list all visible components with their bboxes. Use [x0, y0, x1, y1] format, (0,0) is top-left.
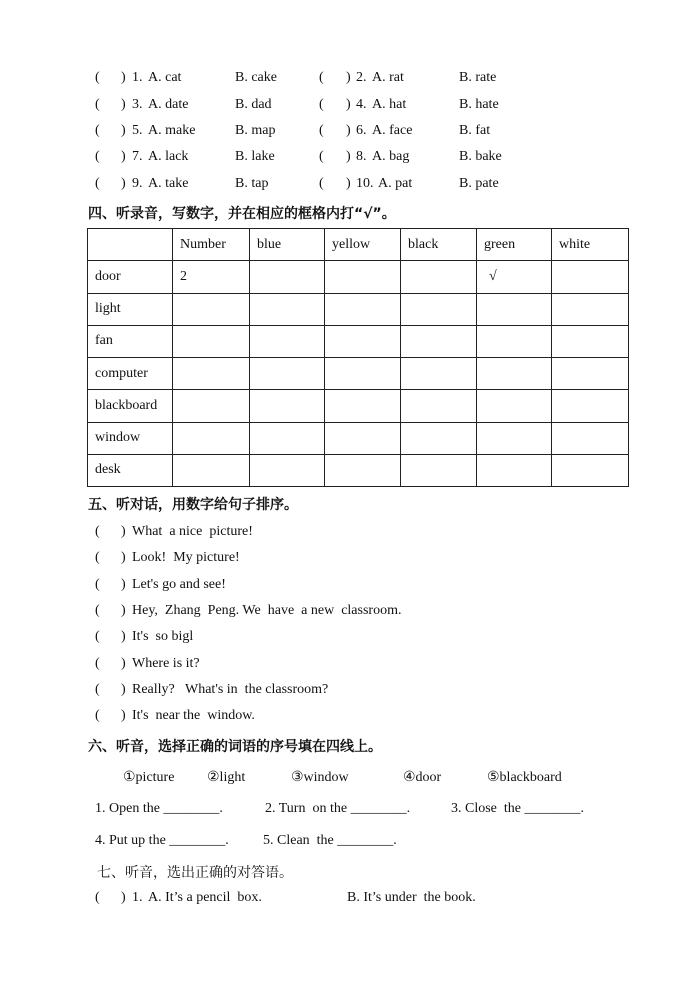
check-cell[interactable] [250, 390, 325, 422]
question-number: 7. [132, 149, 143, 164]
bracket-close: ) [121, 890, 126, 905]
sentence-item: It's so bigl [132, 629, 194, 644]
check-cell[interactable] [325, 325, 401, 357]
check-cell[interactable] [325, 358, 401, 390]
sentence-item: What a nice picture! [132, 524, 253, 539]
bracket-close: ) [121, 708, 126, 723]
number-cell[interactable] [173, 454, 250, 486]
word-option: ③window [291, 770, 349, 785]
check-cell[interactable] [250, 325, 325, 357]
option-a: A. cat [148, 70, 182, 85]
sentence-item: Really? What's in the classroom? [132, 682, 329, 697]
option-a: A. rat [372, 70, 404, 85]
option-a: A. hat [372, 97, 407, 112]
section7-title: 七、听音，选出正确的对答语。 [97, 865, 293, 881]
question-number: 4. [356, 97, 367, 112]
bracket-close: ) [346, 176, 351, 191]
question-number: 10. [356, 176, 374, 191]
row-label: computer [88, 358, 173, 390]
sentence-item: Let's go and see! [132, 577, 226, 592]
option-a: A. It’s a pencil box. [148, 890, 262, 905]
fill-blank-item: 1. Open the ________. [95, 801, 223, 816]
number-cell[interactable] [173, 422, 250, 454]
bracket-open: ( [319, 176, 324, 191]
fill-blank-item: 5. Clean the ________. [263, 833, 397, 848]
bracket-open: ( [95, 70, 100, 85]
bracket-close: ) [346, 123, 351, 138]
bracket-open: ( [95, 577, 100, 592]
check-cell[interactable] [401, 325, 477, 357]
option-a: A. date [148, 97, 189, 112]
option-a: A. pat [378, 176, 413, 191]
word-option: ②light [207, 770, 246, 785]
question-number: 3. [132, 97, 143, 112]
option-b: B. map [235, 123, 276, 138]
bracket-close: ) [121, 656, 126, 671]
check-cell[interactable] [250, 422, 325, 454]
option-b: B. hate [459, 97, 499, 112]
bracket-open: ( [319, 149, 324, 164]
word-option: ⑤blackboard [487, 770, 562, 785]
check-cell[interactable] [325, 293, 401, 325]
check-cell[interactable] [477, 454, 552, 486]
question-number: 1. [132, 890, 143, 905]
bracket-open: ( [95, 123, 100, 138]
table-row [88, 293, 629, 325]
bracket-close: ) [121, 97, 126, 112]
bracket-open: ( [95, 682, 100, 697]
option-a: A. lack [148, 149, 189, 164]
check-cell[interactable]: √ [477, 261, 552, 293]
sentence-item: Where is it? [132, 656, 200, 671]
check-cell[interactable] [552, 454, 629, 486]
option-b: B. tap [235, 176, 269, 191]
check-cell[interactable] [325, 390, 401, 422]
header-cell: yellow [325, 229, 401, 261]
color-number-table [87, 228, 629, 487]
option-a: A. take [148, 176, 189, 191]
table-row [88, 358, 629, 390]
table-row [88, 325, 629, 357]
bracket-close: ) [121, 176, 126, 191]
question-number: 5. [132, 123, 143, 138]
option-b: B. cake [235, 70, 277, 85]
bracket-open: ( [95, 550, 100, 565]
option-b: B. dad [235, 97, 272, 112]
bracket-open: ( [319, 123, 324, 138]
question-number: 9. [132, 176, 143, 191]
row-label: desk [88, 454, 173, 486]
sentence-item: Look! My picture! [132, 550, 240, 565]
fill-blank-item: 2. Turn on the ________. [265, 801, 411, 816]
question-number: 6. [356, 123, 367, 138]
check-cell[interactable] [477, 293, 552, 325]
bracket-open: ( [319, 70, 324, 85]
fill-blank-item: 3. Close the ________. [451, 801, 584, 816]
bracket-close: ) [121, 149, 126, 164]
row-label: blackboard [88, 390, 173, 422]
number-cell[interactable] [173, 293, 250, 325]
check-cell[interactable] [552, 325, 629, 357]
check-cell[interactable] [401, 358, 477, 390]
bracket-close: ) [346, 70, 351, 85]
option-b: B. fat [459, 123, 491, 138]
bracket-open: ( [95, 97, 100, 112]
row-label: door [88, 261, 173, 293]
row-label: window [88, 422, 173, 454]
check-cell[interactable] [552, 293, 629, 325]
number-cell[interactable]: 2 [173, 261, 250, 293]
option-b: B. bake [459, 149, 502, 164]
bracket-open: ( [95, 708, 100, 723]
bracket-close: ) [121, 524, 126, 539]
check-cell[interactable] [250, 358, 325, 390]
number-cell[interactable] [173, 390, 250, 422]
bracket-close: ) [346, 97, 351, 112]
option-a: A. face [372, 123, 413, 138]
check-cell[interactable] [401, 261, 477, 293]
header-cell: green [477, 229, 552, 261]
bracket-close: ) [121, 123, 126, 138]
question-number: 1. [132, 70, 143, 85]
check-cell[interactable] [325, 422, 401, 454]
header-cell: white [552, 229, 629, 261]
number-cell[interactable] [173, 358, 250, 390]
check-cell[interactable] [477, 422, 552, 454]
question-number: 2. [356, 70, 367, 85]
bracket-open: ( [319, 97, 324, 112]
bracket-close: ) [121, 603, 126, 618]
row-label: fan [88, 325, 173, 357]
bracket-open: ( [95, 656, 100, 671]
check-cell[interactable] [250, 261, 325, 293]
header-cell: black [401, 229, 477, 261]
header-cell [88, 229, 173, 261]
option-b: B. It’s under the book. [347, 890, 476, 905]
table-row [88, 390, 629, 422]
check-cell[interactable] [477, 325, 552, 357]
bracket-close: ) [346, 149, 351, 164]
sentence-item: Hey, Zhang Peng. We have a new classroom. [132, 603, 402, 618]
word-option: ④door [403, 770, 442, 785]
check-cell[interactable] [401, 293, 477, 325]
sentence-item: It's near the window. [132, 708, 255, 723]
bracket-close: ) [121, 550, 126, 565]
option-a: A. make [148, 123, 196, 138]
check-cell[interactable] [250, 293, 325, 325]
header-cell: blue [250, 229, 325, 261]
check-cell[interactable] [325, 261, 401, 293]
bracket-close: ) [121, 629, 126, 644]
number-cell[interactable] [173, 325, 250, 357]
check-cell[interactable] [477, 390, 552, 422]
check-cell[interactable] [477, 358, 552, 390]
bracket-close: ) [121, 577, 126, 592]
check-cell[interactable] [552, 358, 629, 390]
check-cell[interactable] [250, 454, 325, 486]
bracket-open: ( [95, 890, 100, 905]
bracket-open: ( [95, 176, 100, 191]
option-b: B. rate [459, 70, 497, 85]
word-option: ①picture [123, 770, 175, 785]
check-cell[interactable] [401, 422, 477, 454]
fill-blank-item: 4. Put up the ________. [95, 833, 229, 848]
option-b: B. pate [459, 176, 499, 191]
bracket-close: ) [121, 70, 126, 85]
bracket-open: ( [95, 629, 100, 644]
check-cell[interactable] [552, 390, 629, 422]
check-cell[interactable] [552, 261, 629, 293]
section4-title: 四、听录音，写数字，并在相应的框格内打“√”。 [88, 206, 396, 222]
question-number: 8. [356, 149, 367, 164]
row-label: light [88, 293, 173, 325]
bracket-open: ( [95, 603, 100, 618]
option-a: A. bag [372, 149, 410, 164]
bracket-open: ( [95, 149, 100, 164]
section6-title: 六、听音，选择正确的词语的序号填在四线上。 [88, 739, 382, 755]
table-row [88, 422, 629, 454]
option-b: B. lake [235, 149, 275, 164]
bracket-close: ) [121, 682, 126, 697]
table-row [88, 454, 629, 486]
check-cell[interactable] [401, 454, 477, 486]
check-cell[interactable] [552, 422, 629, 454]
check-cell[interactable] [401, 390, 477, 422]
header-cell: Number [173, 229, 250, 261]
bracket-open: ( [95, 524, 100, 539]
table-row [88, 261, 629, 293]
section5-title: 五、听对话，用数字给句子排序。 [88, 497, 298, 513]
check-cell[interactable] [325, 454, 401, 486]
table-header-row [88, 229, 629, 261]
